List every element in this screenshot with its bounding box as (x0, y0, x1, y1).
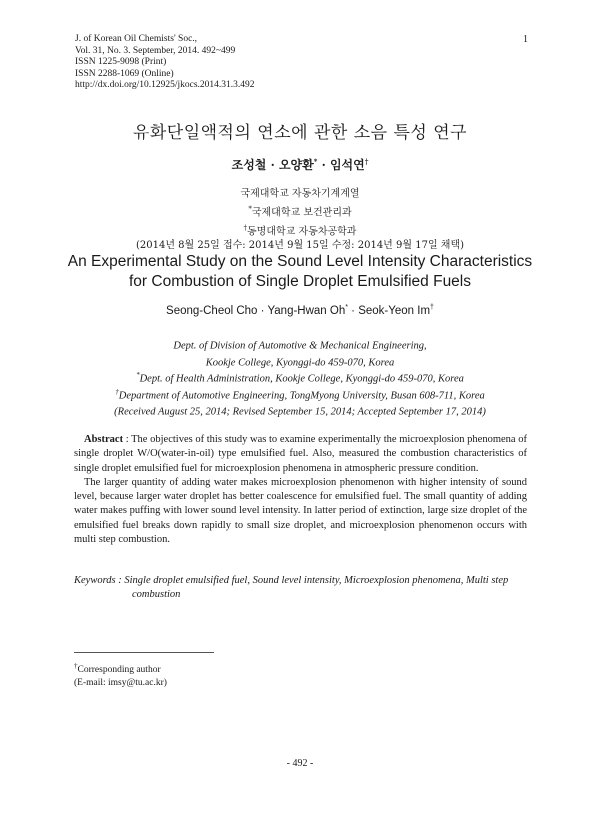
received-dates (0, 402, 600, 419)
keywords-line (74, 574, 534, 603)
author-name: 조성철 (231, 158, 267, 172)
journal-line: Vol. 31, No. 3. September, 2014. 492~499 (75, 45, 236, 56)
english-title-line: for Combustion of Single Droplet Emulsified Fuels (128, 273, 471, 290)
affiliation-line (0, 353, 600, 370)
affiliation-text: Department of Automotive Engineering, TongMyong University, Busan 608-711, Korea (118, 390, 485, 401)
affiliation-line (0, 336, 600, 353)
affiliation-mark: † (430, 304, 434, 311)
affiliation-line (0, 369, 600, 386)
affiliation-line (0, 183, 600, 202)
korean-affiliations (0, 183, 600, 254)
korean-authors (0, 156, 600, 173)
received-dates: (2014년 8월 25일 접수: 2014년 9월 15일 수정: 2014년 9월 17일 채택) (135, 240, 464, 252)
affiliation-text: 국제대학교 자동차기계계열 (240, 188, 360, 200)
journal-line: J. of Korean Oil Chemists' Soc., (75, 34, 198, 44)
corner-page-number: 1 (523, 34, 528, 45)
affiliation-text: (Received August 25, 2014; Revised September 15, 2014; Accepted September 17, 2014) (114, 406, 486, 418)
abstract (74, 433, 527, 547)
author-name: 임석연 (329, 158, 365, 172)
author-name: Yang-Hwan Oh (267, 304, 346, 317)
footnote-text: Corresponding author (77, 665, 161, 676)
footnote-mark: † (74, 662, 78, 670)
keywords-label: Keywords (74, 575, 116, 586)
footnote-line (74, 660, 167, 677)
english-title (0, 252, 600, 292)
doi-link[interactable]: http://dx.doi.org/10.12925/jkocs.2014.31.3.492 (75, 80, 255, 90)
footnote-divider (74, 652, 214, 653)
footnote-email: (E-mail: imsy@tu.ac.kr) (74, 677, 167, 688)
english-title-line: An Experimental Study on the Sound Level Intensity Characteristics (67, 253, 533, 270)
affiliation-text: 국제대학교 보건관리과 (251, 207, 352, 219)
footnote (74, 660, 167, 689)
journal-info (75, 34, 255, 92)
affiliation-text: Dept. of Division of Automotive & Mechanical Engineering, (173, 340, 427, 352)
journal-line: ISSN 1225-9098 (Print) (75, 57, 167, 67)
english-authors (0, 304, 600, 317)
journal-line: ISSN 2288-1069 (Online) (75, 68, 174, 79)
abstract-colon: : (123, 434, 132, 445)
affiliation-line (0, 202, 600, 221)
english-affiliations (0, 336, 600, 419)
author-name: 오양환 (278, 158, 314, 172)
affiliation-mark: † (115, 387, 119, 396)
author-name: Seong-Cheol Cho (166, 304, 258, 317)
affiliation-mark: * (136, 371, 140, 379)
abstract-label: Abstract (84, 434, 124, 445)
keywords (74, 574, 534, 603)
affiliation-text: 동명대학교 자동차공학과 (247, 225, 357, 237)
korean-title: 유화단일액적의 연소에 관한 소음 특성 연구 (132, 123, 468, 143)
affiliation-text: Kookje College, Kyonggi-do 459-070, Korea (205, 357, 395, 368)
affiliation-mark: * (248, 204, 252, 213)
affiliation-line (0, 221, 600, 240)
affiliation-mark: * (345, 304, 348, 311)
abstract-paragraph (74, 433, 527, 476)
author-separator: · (266, 158, 279, 172)
page-number: - 492 - (286, 758, 314, 769)
affiliation-line (0, 386, 600, 403)
keywords-colon: : (115, 575, 125, 586)
affiliation-mark: † (364, 157, 369, 166)
keywords-text: Single droplet emulsified fuel, Sound level intensity, Microexplosion phenomena, Multi step combustion (124, 575, 509, 601)
author-separator: · (257, 304, 268, 317)
affiliation-mark: † (243, 223, 248, 232)
author-separator: · (317, 158, 330, 172)
author-separator: · (347, 304, 359, 317)
author-name: Seok-Yeon Im (358, 304, 431, 317)
abstract-paragraph: The larger quantity of adding water makes microexplosion phenomenon with higher intensity of sound level, because larger water droplet has better coalescence for emulsified fuel. The small quantity of adding water makes puffing with lower sound level intensity. In latter period of extinction, large size droplet of the emulsified fuel breaks down rapidly to small size droplet, and microexplosion phenomenon occurs with multi step combustion. (74, 476, 527, 546)
abstract-text: The objectives of this study was to examine experimentally the microexplosion phenomena of single droplet W/O(water-in-oil) type emulsified fuel. Also, measured the combustion characteristics of single droplet emulsified fuel for microexplosion phenomena in atmospheric pressure condition. (74, 434, 527, 474)
affiliation-text: Dept. of Health Administration, Kookje College, Kyonggi-do 459-070, Korea (139, 373, 464, 385)
affiliation-mark: * (313, 157, 318, 166)
